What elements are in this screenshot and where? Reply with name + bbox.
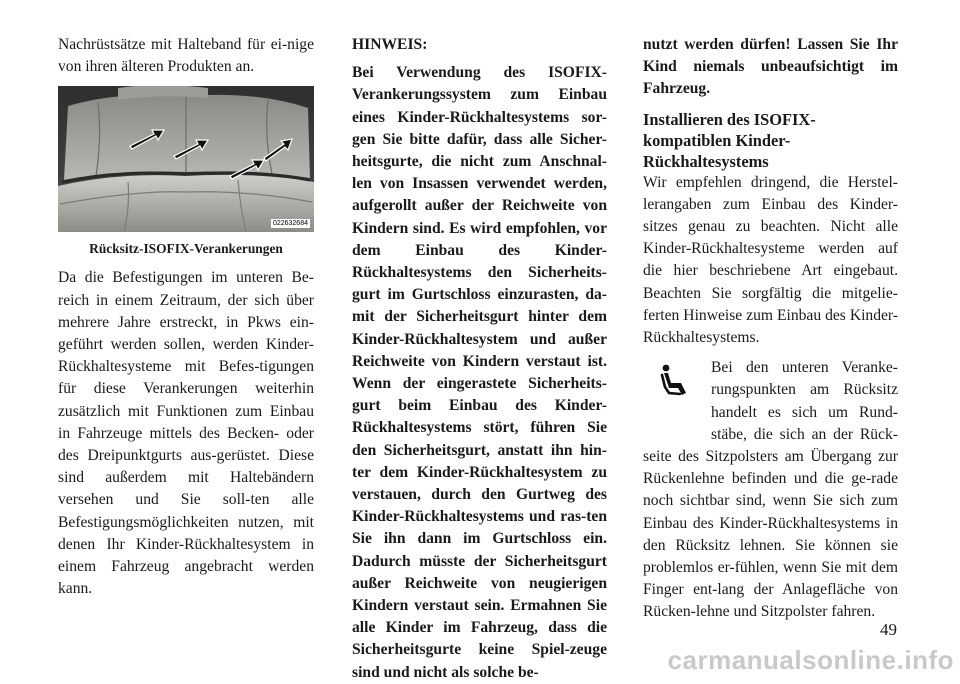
section-heading: Installieren des ISOFIX-kompatiblen Kinder-Rückhaltesystems: [643, 109, 816, 171]
note-continuation: nutzt werden dürfen! Lassen Sie Ihr Kind niemals unbeaufsichtigt im Fahrzeug.: [643, 36, 898, 98]
child-seat-icon: [643, 355, 707, 429]
column-middle: [352, 34, 607, 684]
seat-image: [58, 86, 314, 232]
figure-id-label: 022632684: [272, 220, 308, 228]
note-heading: HINWEIS:: [352, 36, 428, 53]
note-text: Bei Verwendung des ISOFIX-Verankerungssystem zum Einbau eines Kinder-Rückhaltesystems sor-gen Sie bitte dafür, dass alle Sicher-heitsgurte, die nicht zum Anschnal-len von Insassen verwendet werden, aufgerollt außer der Reichweite von Kindern sind. Es wird empfohlen, vor dem Einbau des Kinder-Rückhaltesystems den Sicherheits-gurt im Gurtschloss einzurasten, da-mit der Sicherheitsgurt hinter dem Kinder-Rückhaltesystem und außer Reichweite von Kindern verstaut ist. Wenn der eingerastete Sicherheits-gurt beim Einbau des Kinder-Rückhaltesystems stört, führen Sie den Sicherheitsgurt, anstatt ihn hin-ter dem Kinder-Rückhaltesystem zu verstauen, durch den Gurtweg des Kinder-Rückhaltesystems und ras-ten Sie ihn dann im Gurtschloss ein. Dadurch müsste der Sicherheitsgurt außer Reichweite von neugierigen Kindern verstaut sein. Ermahnen Sie alle Kinder im Fahrzeug, dass die Sicherheitsgurte keine Spiel-zeuge sind und nicht als solche be-: [352, 64, 607, 681]
page-number: 49: [880, 620, 897, 639]
isofix-seat-figure: [58, 86, 314, 232]
anchor-paragraph: Bei den unteren Veranke-rungspunkten am Rücksitz handelt es sich um Rund-stäbe, die sich an der Rück-seite des Sitzpolsters am Übergang zur Rückenlehne befinden und die ge-rade noch sichtbar sind, wenn Sie sich zum Einbau des Kinder-Rückhaltesystems in den Rücksitz lehnen. Sie können sie problemlos er-fühlen, wenn Sie mit dem Finger ent-lang der Anlagefläche von Rücken-lehne und Sitzpolster fahren.: [643, 359, 898, 621]
section-text: Wir empfehlen dringend, die Herstel-lerangaben zum Einbau des Kinder-sitzes genau zu beachten. Nicht alle Kinder-Rückhaltesysteme werden auf die hier beschriebene Art eingebaut. Beachten Sie sorgfältig die mitgelie-ferten Hinweise zum Einbau des Kinder-Rückhaltesystems.: [643, 173, 898, 347]
intro-text: Nachrüstsätze mit Halteband für ei-nige von ihren älteren Produkten an.: [58, 36, 314, 76]
figure-caption: Rücksitz-ISOFIX-Verankerungen: [89, 241, 283, 257]
body-paragraph: Da die Befestigungen im unteren Be-reich in einem Zeitraum, der sich über mehrere Jahre erstreckt, in Pkws ein-geführt werden sollen, werden Kinder-Rückhaltesysteme mit Befes-tigungen für diese Verankerungen weiterhin zusätzlich mit Funktionen zum Einbau in Fahrzeuge mittels des Becken- oder des Dreipunktgurts aus-gerüstet. Diese sind außerdem mit Haltebändern versehen und Sie soll-ten alle Befestigungsmöglichkeiten nutzen, mit denen Ihr Kinder-Rückhaltesystem in einem Fahrzeug angebracht werden kann.: [58, 269, 314, 598]
column-left: [58, 34, 314, 600]
column-right: [643, 34, 898, 624]
watermark: carmanualsonline.info: [667, 645, 954, 675]
